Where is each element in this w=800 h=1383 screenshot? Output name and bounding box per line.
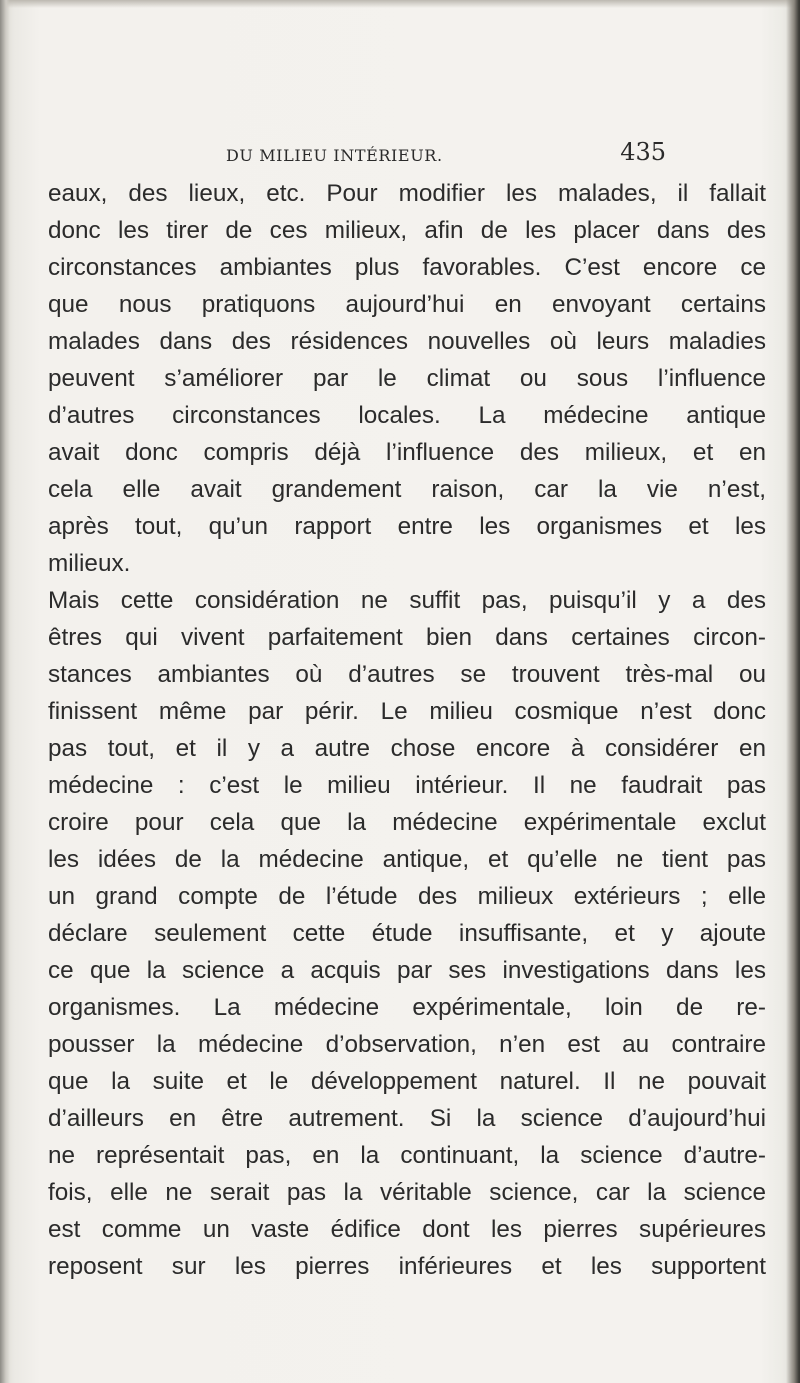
text-line: pas tout, et il y a autre chose encore à considérer en [48,735,766,762]
text-line: est comme un vaste édifice dont les pierres supérieures [48,1216,766,1243]
text-line: eaux, des lieux, etc. Pour modifier les malades, il fallait [48,180,766,207]
text-line: cela elle avait grandement raison, car la vie n’est, [48,476,766,503]
text-line: que nous pratiquons aujourd’hui en envoyant certains [48,291,766,318]
text-line: peuvent s’améliorer par le climat ou sous l’influence [48,365,766,392]
page-number: 435 [620,138,666,166]
text-line: les idées de la médecine antique, et qu’elle ne tient pas [48,846,766,873]
page-gutter-edge [0,0,10,1383]
text-line: êtres qui vivent parfaitement bien dans certaines circon- [48,624,766,651]
text-line: reposent sur les pierres inférieures et les supportent [48,1253,766,1280]
text-line-paragraph-start: Mais cette considération ne suffit pas, puisqu’il y a des [48,587,766,614]
text-line: d’ailleurs en être autrement. Si la science d’aujourd’hui [48,1105,766,1132]
page-header [226,138,666,172]
text-line: pousser la médecine d’observation, n’en est au contraire [48,1031,766,1058]
text-line: croire pour cela que la médecine expérimentale exclut [48,809,766,836]
text-line: fois, elle ne serait pas la véritable science, car la science [48,1179,766,1206]
scan-top-shadow [0,0,800,8]
text-line: malades dans des résidences nouvelles où leurs maladies [48,328,766,355]
text-line-paragraph-end: milieux. [48,550,131,577]
text-line: circonstances ambiantes plus favorables. C’est encore ce [48,254,766,281]
text-line: donc les tirer de ces milieux, afin de les placer dans des [48,217,766,244]
text-line: médecine : c’est le milieu intérieur. Il ne faudrait pas [48,772,766,799]
text-line: après tout, qu’un rapport entre les organismes et les [48,513,766,540]
text-line: ce que la science a acquis par ses investigations dans les [48,957,766,984]
text-line: un grand compte de l’étude des milieux extérieurs ; elle [48,883,766,910]
text-line: d’autres circonstances locales. La médecine antique [48,402,766,429]
text-line: finissent même par périr. Le milieu cosmique n’est donc [48,698,766,725]
text-line: stances ambiantes où d’autres se trouvent très-mal ou [48,661,766,688]
body-text [48,175,766,1285]
text-line: organismes. La médecine expérimentale, loin de re- [48,994,766,1021]
text-line: ne représentait pas, en la continuant, la science d’autre- [48,1142,766,1169]
page-right-edge [786,0,800,1383]
running-title: DU MILIEU INTÉRIEUR. [226,146,443,165]
text-line: que la suite et le développement naturel. Il ne pouvait [48,1068,766,1095]
text-line: déclare seulement cette étude insuffisante, et y ajoute [48,920,766,947]
text-line: avait donc compris déjà l’influence des milieux, et en [48,439,766,466]
